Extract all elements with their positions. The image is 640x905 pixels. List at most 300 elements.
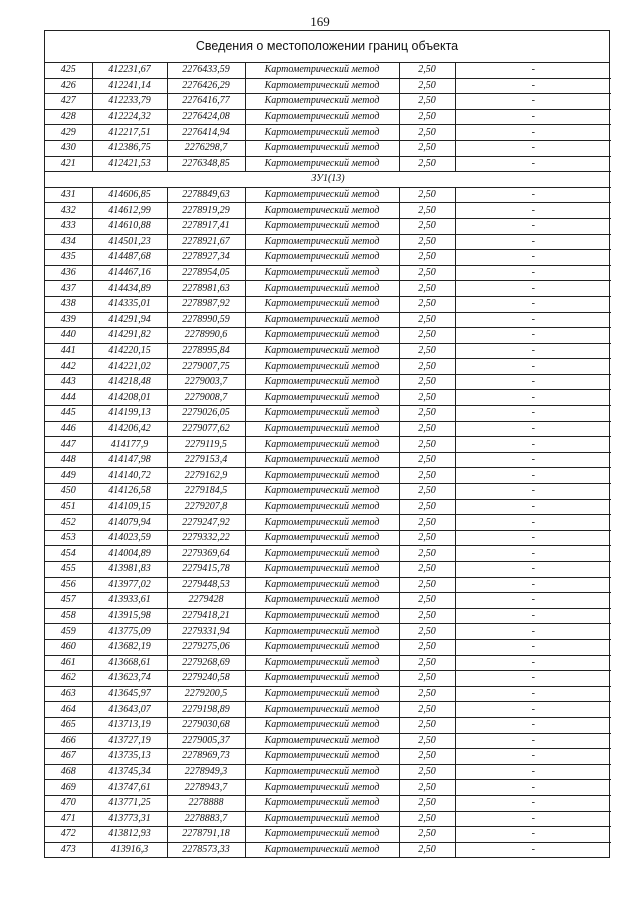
method-cell: Картометрический метод	[245, 717, 399, 733]
table-row	[45, 686, 611, 702]
x-coordinate-cell: 414218,48	[92, 374, 167, 390]
method-cell: Картометрический метод	[245, 593, 399, 609]
description-cell: -	[455, 78, 611, 94]
x-coordinate-cell: 414487,68	[92, 250, 167, 266]
x-coordinate-cell: 414434,89	[92, 281, 167, 297]
method-cell: Картометрический метод	[245, 359, 399, 375]
table-row	[45, 577, 611, 593]
y-coordinate-cell: 2279268,69	[167, 655, 245, 671]
point-number-cell: 442	[45, 359, 92, 375]
table-row	[45, 156, 611, 172]
x-coordinate-cell: 414140,72	[92, 468, 167, 484]
point-number-cell: 445	[45, 406, 92, 422]
accuracy-cell: 2,50	[399, 686, 455, 702]
accuracy-cell: 2,50	[399, 593, 455, 609]
point-number-cell: 460	[45, 639, 92, 655]
table-row	[45, 811, 611, 827]
x-coordinate-cell: 413643,07	[92, 702, 167, 718]
y-coordinate-cell: 2276424,08	[167, 109, 245, 125]
x-coordinate-cell: 414004,89	[92, 546, 167, 562]
point-number-cell: 471	[45, 811, 92, 827]
description-cell: -	[455, 530, 611, 546]
x-coordinate-cell: 414221,02	[92, 359, 167, 375]
accuracy-cell: 2,50	[399, 577, 455, 593]
y-coordinate-cell: 2278969,73	[167, 749, 245, 765]
point-number-cell: 433	[45, 218, 92, 234]
table-row	[45, 639, 611, 655]
method-cell: Картометрический метод	[245, 265, 399, 281]
x-coordinate-cell: 413812,93	[92, 827, 167, 843]
accuracy-cell: 2,50	[399, 780, 455, 796]
table-row	[45, 593, 611, 609]
x-coordinate-cell: 414612,99	[92, 203, 167, 219]
description-cell: -	[455, 702, 611, 718]
description-cell: -	[455, 63, 611, 78]
x-coordinate-cell: 414467,16	[92, 265, 167, 281]
description-cell: -	[455, 795, 611, 811]
table-row	[45, 702, 611, 718]
point-number-cell: 426	[45, 78, 92, 94]
x-coordinate-cell: 414208,01	[92, 390, 167, 406]
accuracy-cell: 2,50	[399, 359, 455, 375]
table-row	[45, 842, 611, 857]
accuracy-cell: 2,50	[399, 203, 455, 219]
y-coordinate-cell: 2278921,67	[167, 234, 245, 250]
x-coordinate-cell: 413682,19	[92, 639, 167, 655]
accuracy-cell: 2,50	[399, 406, 455, 422]
x-coordinate-cell: 414206,42	[92, 421, 167, 437]
y-coordinate-cell: 2278917,41	[167, 218, 245, 234]
table-row	[45, 421, 611, 437]
method-cell: Картометрический метод	[245, 452, 399, 468]
x-coordinate-cell: 414126,58	[92, 484, 167, 500]
point-number-cell: 448	[45, 452, 92, 468]
method-cell: Картометрический метод	[245, 562, 399, 578]
method-cell: Картометрический метод	[245, 764, 399, 780]
y-coordinate-cell: 2276298,7	[167, 140, 245, 156]
point-number-cell: 457	[45, 593, 92, 609]
method-cell: Картометрический метод	[245, 468, 399, 484]
method-cell: Картометрический метод	[245, 281, 399, 297]
description-cell: -	[455, 764, 611, 780]
y-coordinate-cell: 2279428	[167, 593, 245, 609]
y-coordinate-cell: 2279207,8	[167, 499, 245, 515]
table-body	[45, 63, 611, 857]
point-number-cell: 464	[45, 702, 92, 718]
point-number-cell: 458	[45, 608, 92, 624]
accuracy-cell: 2,50	[399, 515, 455, 531]
x-coordinate-cell: 413916,3	[92, 842, 167, 857]
method-cell: Картометрический метод	[245, 577, 399, 593]
accuracy-cell: 2,50	[399, 281, 455, 297]
table-row	[45, 468, 611, 484]
method-cell: Картометрический метод	[245, 811, 399, 827]
y-coordinate-cell: 2278883,7	[167, 811, 245, 827]
description-cell: -	[455, 203, 611, 219]
y-coordinate-cell: 2279026,05	[167, 406, 245, 422]
point-number-cell: 430	[45, 140, 92, 156]
accuracy-cell: 2,50	[399, 390, 455, 406]
description-cell: -	[455, 655, 611, 671]
y-coordinate-cell: 2278927,34	[167, 250, 245, 266]
x-coordinate-cell: 413981,83	[92, 562, 167, 578]
table-row	[45, 94, 611, 110]
accuracy-cell: 2,50	[399, 608, 455, 624]
table-row	[45, 484, 611, 500]
method-cell: Картометрический метод	[245, 655, 399, 671]
point-number-cell: 454	[45, 546, 92, 562]
table-row	[45, 764, 611, 780]
method-cell: Картометрический метод	[245, 312, 399, 328]
description-cell: -	[455, 717, 611, 733]
x-coordinate-cell: 413645,97	[92, 686, 167, 702]
point-number-cell: 450	[45, 484, 92, 500]
description-cell: -	[455, 780, 611, 796]
x-coordinate-cell: 414291,82	[92, 328, 167, 344]
section-header: ЗУ1(13)	[45, 172, 611, 188]
x-coordinate-cell: 413745,34	[92, 764, 167, 780]
point-number-cell: 469	[45, 780, 92, 796]
accuracy-cell: 2,50	[399, 827, 455, 843]
y-coordinate-cell: 2279247,92	[167, 515, 245, 531]
x-coordinate-cell: 413713,19	[92, 717, 167, 733]
point-number-cell: 470	[45, 795, 92, 811]
accuracy-cell: 2,50	[399, 421, 455, 437]
point-number-cell: 459	[45, 624, 92, 640]
x-coordinate-cell: 413771,25	[92, 795, 167, 811]
description-cell: -	[455, 733, 611, 749]
y-coordinate-cell: 2279153,4	[167, 452, 245, 468]
accuracy-cell: 2,50	[399, 109, 455, 125]
point-number-cell: 453	[45, 530, 92, 546]
point-number-cell: 447	[45, 437, 92, 453]
point-number-cell: 452	[45, 515, 92, 531]
description-cell: -	[455, 390, 611, 406]
method-cell: Картометрический метод	[245, 250, 399, 266]
y-coordinate-cell: 2279198,89	[167, 702, 245, 718]
y-coordinate-cell: 2279030,68	[167, 717, 245, 733]
table-row	[45, 717, 611, 733]
y-coordinate-cell: 2279331,94	[167, 624, 245, 640]
y-coordinate-cell: 2279119,5	[167, 437, 245, 453]
method-cell: Картометрический метод	[245, 328, 399, 344]
y-coordinate-cell: 2276433,59	[167, 63, 245, 78]
table-row	[45, 655, 611, 671]
description-cell: -	[455, 484, 611, 500]
method-cell: Картометрический метод	[245, 780, 399, 796]
accuracy-cell: 2,50	[399, 187, 455, 203]
point-number-cell: 437	[45, 281, 92, 297]
method-cell: Картометрический метод	[245, 639, 399, 655]
point-number-cell: 472	[45, 827, 92, 843]
table-title: Сведения о местоположении границ объекта	[45, 31, 609, 63]
accuracy-cell: 2,50	[399, 530, 455, 546]
accuracy-cell: 2,50	[399, 749, 455, 765]
boundary-coordinates-table	[45, 63, 611, 857]
table-row	[45, 562, 611, 578]
accuracy-cell: 2,50	[399, 452, 455, 468]
accuracy-cell: 2,50	[399, 655, 455, 671]
y-coordinate-cell: 2278987,92	[167, 296, 245, 312]
page-number: 169	[310, 14, 330, 29]
x-coordinate-cell: 412217,51	[92, 125, 167, 141]
y-coordinate-cell: 2279369,64	[167, 546, 245, 562]
point-number-cell: 428	[45, 109, 92, 125]
table-row	[45, 328, 611, 344]
table-row	[45, 343, 611, 359]
description-cell: -	[455, 109, 611, 125]
method-cell: Картометрический метод	[245, 78, 399, 94]
method-cell: Картометрический метод	[245, 94, 399, 110]
method-cell: Картометрический метод	[245, 406, 399, 422]
description-cell: -	[455, 577, 611, 593]
x-coordinate-cell: 412224,32	[92, 109, 167, 125]
method-cell: Картометрический метод	[245, 546, 399, 562]
point-number-cell: 456	[45, 577, 92, 593]
accuracy-cell: 2,50	[399, 94, 455, 110]
y-coordinate-cell: 2278943,7	[167, 780, 245, 796]
y-coordinate-cell: 2278990,59	[167, 312, 245, 328]
point-number-cell: 462	[45, 671, 92, 687]
y-coordinate-cell: 2279275,06	[167, 639, 245, 655]
table-row	[45, 452, 611, 468]
accuracy-cell: 2,50	[399, 624, 455, 640]
point-number-cell: 441	[45, 343, 92, 359]
method-cell: Картометрический метод	[245, 608, 399, 624]
description-cell: -	[455, 125, 611, 141]
x-coordinate-cell: 414147,98	[92, 452, 167, 468]
y-coordinate-cell: 2278791,18	[167, 827, 245, 843]
accuracy-cell: 2,50	[399, 343, 455, 359]
point-number-cell: 465	[45, 717, 92, 733]
description-cell: -	[455, 608, 611, 624]
x-coordinate-cell: 414199,13	[92, 406, 167, 422]
x-coordinate-cell: 412421,53	[92, 156, 167, 172]
description-cell: -	[455, 546, 611, 562]
accuracy-cell: 2,50	[399, 234, 455, 250]
method-cell: Картометрический метод	[245, 795, 399, 811]
description-cell: -	[455, 312, 611, 328]
accuracy-cell: 2,50	[399, 484, 455, 500]
accuracy-cell: 2,50	[399, 842, 455, 857]
point-number-cell: 466	[45, 733, 92, 749]
y-coordinate-cell: 2279003,7	[167, 374, 245, 390]
table-row	[45, 109, 611, 125]
table-row	[45, 359, 611, 375]
method-cell: Картометрический метод	[245, 827, 399, 843]
table-row	[45, 795, 611, 811]
accuracy-cell: 2,50	[399, 78, 455, 94]
description-cell: -	[455, 811, 611, 827]
description-cell: -	[455, 468, 611, 484]
accuracy-cell: 2,50	[399, 546, 455, 562]
description-cell: -	[455, 499, 611, 515]
description-cell: -	[455, 452, 611, 468]
point-number-cell: 436	[45, 265, 92, 281]
y-coordinate-cell: 2279162,9	[167, 468, 245, 484]
table-row	[45, 125, 611, 141]
table-row	[45, 374, 611, 390]
x-coordinate-cell: 414606,85	[92, 187, 167, 203]
point-number-cell: 468	[45, 764, 92, 780]
accuracy-cell: 2,50	[399, 671, 455, 687]
accuracy-cell: 2,50	[399, 562, 455, 578]
table-row	[45, 140, 611, 156]
x-coordinate-cell: 414079,94	[92, 515, 167, 531]
y-coordinate-cell: 2278995,84	[167, 343, 245, 359]
method-cell: Картометрический метод	[245, 156, 399, 172]
description-cell: -	[455, 328, 611, 344]
point-number-cell: 431	[45, 187, 92, 203]
accuracy-cell: 2,50	[399, 125, 455, 141]
point-number-cell: 461	[45, 655, 92, 671]
table-row	[45, 296, 611, 312]
accuracy-cell: 2,50	[399, 717, 455, 733]
point-number-cell: 463	[45, 686, 92, 702]
point-number-cell: 451	[45, 499, 92, 515]
description-cell: -	[455, 218, 611, 234]
boundary-table-sheet	[44, 30, 610, 858]
method-cell: Картометрический метод	[245, 109, 399, 125]
y-coordinate-cell: 2278849,63	[167, 187, 245, 203]
accuracy-cell: 2,50	[399, 437, 455, 453]
table-row	[45, 250, 611, 266]
method-cell: Картометрический метод	[245, 671, 399, 687]
method-cell: Картометрический метод	[245, 421, 399, 437]
x-coordinate-cell: 413747,61	[92, 780, 167, 796]
point-number-cell: 440	[45, 328, 92, 344]
table-row	[45, 78, 611, 94]
table-row	[45, 608, 611, 624]
method-cell: Картометрический метод	[245, 515, 399, 531]
x-coordinate-cell: 413623,74	[92, 671, 167, 687]
y-coordinate-cell: 2278888	[167, 795, 245, 811]
table-row	[45, 406, 611, 422]
method-cell: Картометрический метод	[245, 733, 399, 749]
table-row	[45, 390, 611, 406]
point-number-cell: 449	[45, 468, 92, 484]
point-number-cell: 446	[45, 421, 92, 437]
accuracy-cell: 2,50	[399, 468, 455, 484]
accuracy-cell: 2,50	[399, 250, 455, 266]
x-coordinate-cell: 414023,59	[92, 530, 167, 546]
y-coordinate-cell: 2276416,77	[167, 94, 245, 110]
accuracy-cell: 2,50	[399, 328, 455, 344]
description-cell: -	[455, 421, 611, 437]
method-cell: Картометрический метод	[245, 842, 399, 857]
y-coordinate-cell: 2278919,29	[167, 203, 245, 219]
description-cell: -	[455, 624, 611, 640]
description-cell: -	[455, 671, 611, 687]
description-cell: -	[455, 234, 611, 250]
x-coordinate-cell: 413775,09	[92, 624, 167, 640]
x-coordinate-cell: 414220,15	[92, 343, 167, 359]
accuracy-cell: 2,50	[399, 764, 455, 780]
method-cell: Картометрический метод	[245, 530, 399, 546]
accuracy-cell: 2,50	[399, 795, 455, 811]
description-cell: -	[455, 842, 611, 857]
table-row	[45, 827, 611, 843]
y-coordinate-cell: 2279005,37	[167, 733, 245, 749]
point-number-cell: 473	[45, 842, 92, 857]
description-cell: -	[455, 281, 611, 297]
accuracy-cell: 2,50	[399, 733, 455, 749]
description-cell: -	[455, 250, 611, 266]
accuracy-cell: 2,50	[399, 499, 455, 515]
method-cell: Картометрический метод	[245, 63, 399, 78]
accuracy-cell: 2,50	[399, 296, 455, 312]
description-cell: -	[455, 140, 611, 156]
y-coordinate-cell: 2279007,75	[167, 359, 245, 375]
y-coordinate-cell: 2279240,58	[167, 671, 245, 687]
description-cell: -	[455, 686, 611, 702]
method-cell: Картометрический метод	[245, 374, 399, 390]
table-row	[45, 203, 611, 219]
table-row	[45, 281, 611, 297]
description-cell: -	[455, 374, 611, 390]
table-row	[45, 312, 611, 328]
table-row	[45, 515, 611, 531]
point-number-cell: 444	[45, 390, 92, 406]
accuracy-cell: 2,50	[399, 639, 455, 655]
accuracy-cell: 2,50	[399, 156, 455, 172]
x-coordinate-cell: 414501,23	[92, 234, 167, 250]
description-cell: -	[455, 343, 611, 359]
y-coordinate-cell: 2276426,29	[167, 78, 245, 94]
point-number-cell: 427	[45, 94, 92, 110]
accuracy-cell: 2,50	[399, 140, 455, 156]
accuracy-cell: 2,50	[399, 63, 455, 78]
x-coordinate-cell: 414335,01	[92, 296, 167, 312]
y-coordinate-cell: 2279008,7	[167, 390, 245, 406]
x-coordinate-cell: 414177,9	[92, 437, 167, 453]
table-row	[45, 546, 611, 562]
x-coordinate-cell: 412233,79	[92, 94, 167, 110]
method-cell: Картометрический метод	[245, 203, 399, 219]
y-coordinate-cell: 2278990,6	[167, 328, 245, 344]
x-coordinate-cell: 413915,98	[92, 608, 167, 624]
table-row	[45, 733, 611, 749]
y-coordinate-cell: 2279332,22	[167, 530, 245, 546]
description-cell: -	[455, 406, 611, 422]
method-cell: Картометрический метод	[245, 390, 399, 406]
accuracy-cell: 2,50	[399, 265, 455, 281]
table-row	[45, 437, 611, 453]
point-number-cell: 432	[45, 203, 92, 219]
method-cell: Картометрический метод	[245, 218, 399, 234]
point-number-cell: 429	[45, 125, 92, 141]
method-cell: Картометрический метод	[245, 125, 399, 141]
table-row	[45, 499, 611, 515]
x-coordinate-cell: 413773,31	[92, 811, 167, 827]
description-cell: -	[455, 515, 611, 531]
point-number-cell: 467	[45, 749, 92, 765]
y-coordinate-cell: 2276348,85	[167, 156, 245, 172]
y-coordinate-cell: 2279418,21	[167, 608, 245, 624]
point-number-cell: 455	[45, 562, 92, 578]
method-cell: Картометрический метод	[245, 624, 399, 640]
table-row	[45, 749, 611, 765]
y-coordinate-cell: 2279184,5	[167, 484, 245, 500]
table-row	[45, 234, 611, 250]
point-number-cell: 435	[45, 250, 92, 266]
point-number-cell: 434	[45, 234, 92, 250]
y-coordinate-cell: 2279448,53	[167, 577, 245, 593]
table-row	[45, 530, 611, 546]
table-row	[45, 780, 611, 796]
description-cell: -	[455, 639, 611, 655]
x-coordinate-cell: 413977,02	[92, 577, 167, 593]
